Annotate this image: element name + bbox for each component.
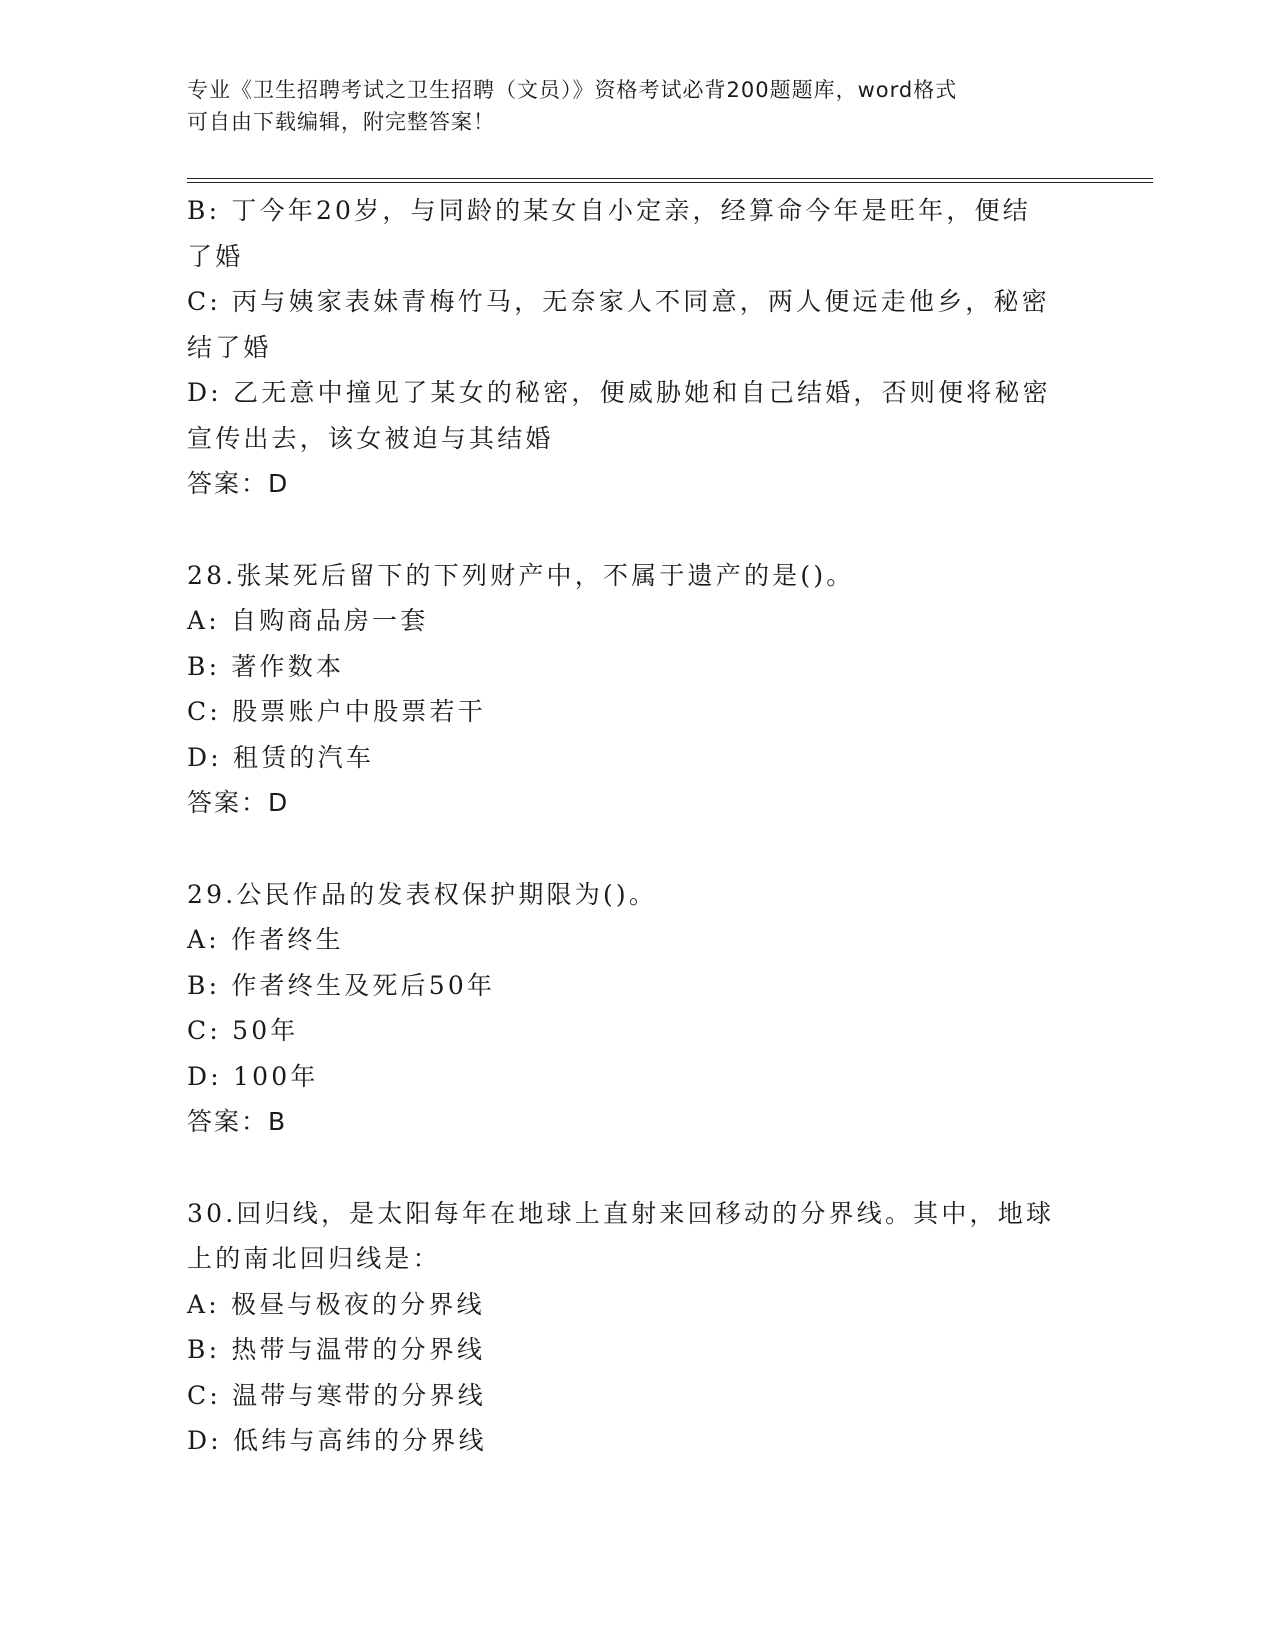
option-c: C: 50年	[187, 1016, 299, 1045]
option-a: A: 自购商品房一套	[187, 606, 429, 635]
option-d: D: 低纬与高纬的分界线	[187, 1426, 487, 1455]
option-line: D: 乙无意中撞见了某女的秘密，便威胁她和自己结婚，否则便将秘密	[187, 378, 1051, 407]
option-d: D: 100年	[187, 1061, 319, 1091]
option-line: 宣传出去，该女被迫与其结婚	[187, 423, 554, 453]
question-stem: 28.张某死后留下的下列财产中，不属于遗产的是()。	[187, 560, 855, 590]
option-b: B: 著作数本	[187, 651, 345, 681]
question-30	[187, 1191, 1087, 1464]
answer-text: 答案：D	[187, 469, 290, 498]
question-27-continuation	[187, 188, 1087, 507]
option-a: A: 作者终生	[187, 925, 344, 954]
option-b: B: 热带与温带的分界线	[187, 1335, 486, 1364]
answer-text: 答案：D	[187, 788, 290, 817]
option-c: C: 温带与寒带的分界线	[187, 1380, 486, 1410]
header-title-line-1: 专业《卫生招聘考试之卫生招聘（文员）》资格考试必背200题题库，word格式	[187, 78, 958, 102]
question-29	[187, 872, 1087, 1145]
option-a: A: 极昼与极夜的分界线	[187, 1289, 485, 1319]
option-d: D: 租赁的汽车	[187, 742, 375, 772]
question-28	[187, 553, 1087, 826]
question-stem-continued: 上的南北回归线是：	[187, 1244, 441, 1273]
document-header	[187, 74, 1067, 138]
spacer	[187, 1145, 1087, 1191]
question-stem: 30.回归线，是太阳每年在地球上直射来回移动的分界线。其中，地球	[187, 1198, 1055, 1228]
option-b: B: 作者终生及死后50年	[187, 970, 496, 1000]
option-c: C: 股票账户中股票若干	[187, 697, 486, 726]
option-line: 结了婚	[187, 332, 272, 362]
option-line: C: 丙与姨家表妹青梅竹马，无奈家人不同意，两人便远走他乡，秘密	[187, 287, 1050, 316]
option-line: B: 丁今年20岁，与同龄的某女自小定亲，经算命今年是旺年，便结	[187, 196, 1031, 225]
header-divider	[187, 178, 1153, 183]
spacer	[187, 507, 1087, 553]
option-line: 了婚	[187, 241, 244, 271]
spacer	[187, 826, 1087, 872]
answer-text: 答案：B	[187, 1107, 288, 1136]
header-title-line-2: 可自由下载编辑，附完整答案！	[187, 110, 495, 134]
question-stem: 29.公民作品的发表权保护期限为()。	[187, 879, 658, 909]
document-body	[187, 188, 1087, 1464]
